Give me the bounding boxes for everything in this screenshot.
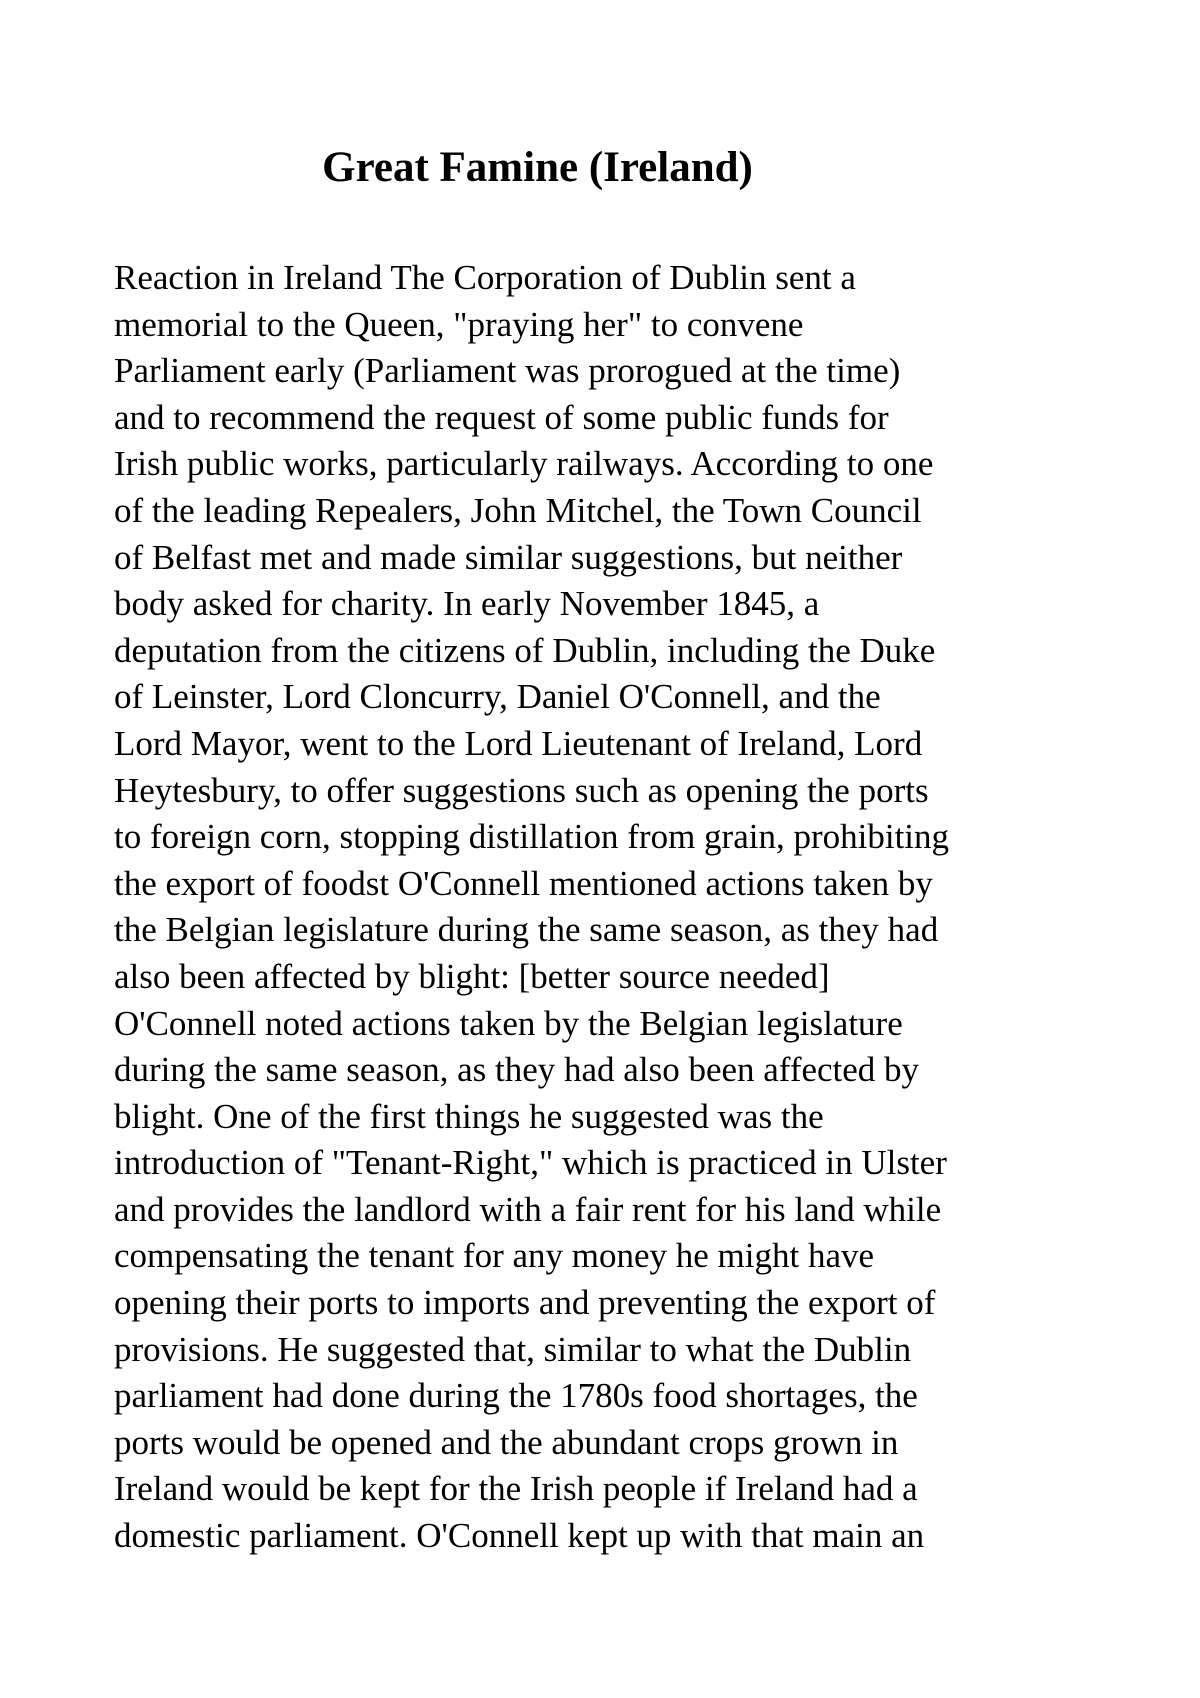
text-line: deputation from the citizens of Dublin, including the Duke (114, 630, 936, 670)
text-line: and to recommend the request of some public funds for (114, 397, 889, 437)
text-line: opening their ports to imports and preventing the export of (114, 1283, 936, 1323)
text-line: provisions. He suggested that, similar to what the Dublin (114, 1329, 912, 1369)
text-line: domestic parliament. O'Connell kept up with that main an (114, 1516, 925, 1556)
text-line: ports would be opened and the abundant crops grown in (114, 1422, 899, 1462)
text-line: the Belgian legislature during the same season, as they had (114, 910, 939, 950)
text-line: also been affected by blight: [better source needed] (114, 956, 830, 996)
text-line: of the leading Repealers, John Mitchel, the Town Council (114, 490, 922, 530)
text-line: Reaction in Ireland The Corporation of Dublin sent a (114, 258, 856, 297)
text-line: memorial to the Queen, "praying her" to convene (114, 304, 804, 344)
text-line: and provides the landlord with a fair rent for his land while (114, 1189, 942, 1229)
text-line: Irish public works, particularly railways. According to one (114, 444, 934, 484)
text-line: blight. One of the first things he suggested was the (114, 1096, 824, 1136)
text-line: of Leinster, Lord Cloncurry, Daniel O'Connell, and the (114, 677, 881, 717)
text-line: of Belfast met and made similar suggestions, but neither (114, 537, 903, 577)
text-line: Lord Mayor, went to the Lord Lieutenant of Ireland, Lord (114, 723, 923, 763)
text-line: O'Connell noted actions taken by the Belgian legislature (114, 1003, 903, 1043)
page-title: Great Famine (Ireland) (322, 144, 753, 191)
text-line: compensating the tenant for any money he might have (114, 1236, 875, 1276)
text-line: Heytesbury, to offer suggestions such as opening the ports (114, 770, 929, 810)
body-paragraph (114, 255, 1094, 1560)
text-line: Parliament early (Parliament was prorogued at the time) (114, 351, 901, 391)
text-line: Ireland would be kept for the Irish people if Ireland had a (114, 1469, 918, 1509)
text-line: body asked for charity. In early November 1845, a (114, 584, 820, 624)
text-line: the export of foodst O'Connell mentioned actions taken by (114, 863, 933, 903)
text-line: to foreign corn, stopping distillation from grain, prohibiting (114, 817, 950, 857)
text-line: parliament had done during the 1780s food shortages, the (114, 1376, 918, 1416)
text-line: introduction of "Tenant-Right," which is practiced in Ulster (114, 1143, 947, 1183)
text-line: during the same season, as they had also been affected by (114, 1050, 920, 1090)
